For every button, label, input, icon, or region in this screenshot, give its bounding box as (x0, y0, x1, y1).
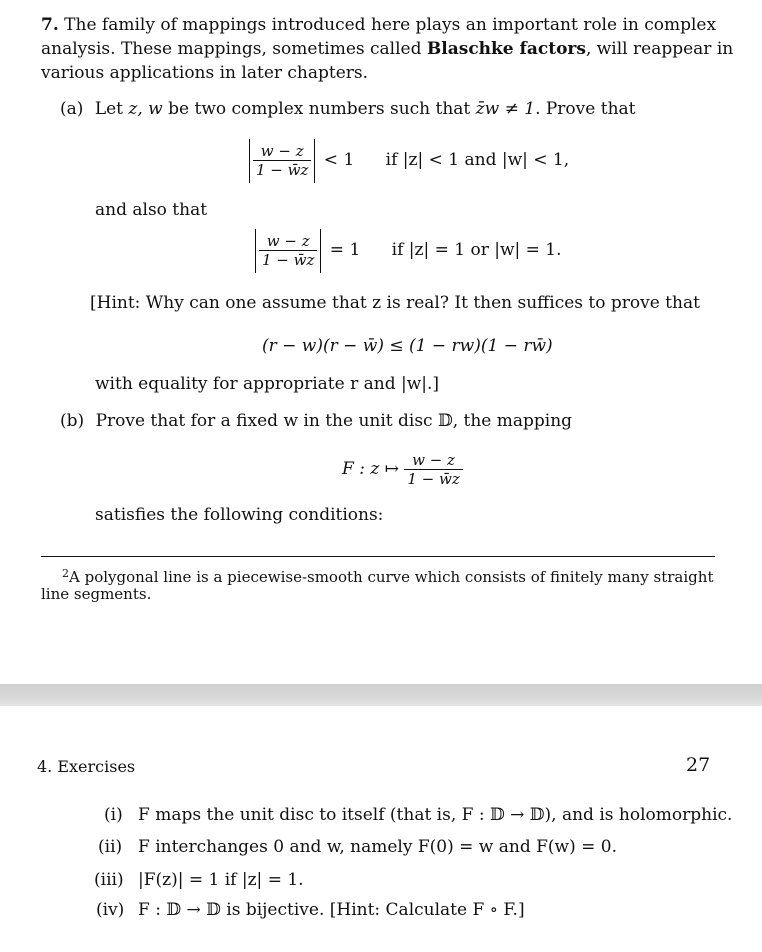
equation-1 (246, 136, 569, 184)
part-a-text-mid: be two complex numbers such that (168, 99, 471, 119)
abs-bar-right (314, 139, 315, 183)
part-b-statement (60, 410, 572, 432)
problem-number: 7. (41, 15, 59, 35)
satisfies-text: satisfies the following conditions: (95, 505, 384, 525)
hint-end: with equality for appropriate r and |w|.] (95, 374, 440, 394)
part-a-text-pre: Let (94, 99, 123, 119)
mapping-numerator: w − z (412, 451, 455, 469)
mapping-fraction (404, 451, 462, 488)
mapping-equation (342, 444, 463, 494)
also-text: and also that (95, 200, 208, 220)
part-a-statement (60, 98, 636, 120)
intro-text-1: The family of mappings introduced here plays an important role in complex (64, 15, 717, 35)
footnote-rule (41, 556, 715, 557)
mapping-denominator: 1 − w̄z (404, 469, 462, 488)
problem-intro-line1 (41, 14, 716, 36)
fraction-2 (259, 232, 317, 269)
condition-item-ii (98, 836, 617, 858)
fraction-1-numerator: w − z (260, 142, 304, 160)
fraction-2-denominator: 1 − w̄z (259, 250, 317, 269)
condition-item-iv (96, 899, 525, 921)
footnote-line1 (62, 564, 713, 587)
abs-bar-left (255, 229, 256, 273)
part-a-condition: z̄w ≠ 1 (475, 99, 536, 119)
fraction-1-denominator: 1 − w̄z (253, 160, 311, 179)
condition-text: F interchanges 0 and w, namely F(0) = w and F(w) = 0. (138, 837, 618, 857)
footnote-mark: 2 (62, 567, 69, 580)
equation-2-condition: if |z| = 1 or |w| = 1. (391, 240, 562, 260)
abs-bar-right (320, 229, 321, 273)
fraction-2-numerator: w − z (266, 232, 310, 250)
condition-label: (iii) (94, 870, 124, 890)
blaschke-factors-term: Blaschke factors (426, 39, 586, 59)
equation-2 (252, 226, 562, 274)
intro-text-3: various applications in later chapters. (41, 63, 369, 83)
equation-1-relation: < 1 (323, 150, 355, 170)
equation-2-relation: = 1 (329, 240, 361, 260)
part-a-label: (a) (60, 99, 84, 119)
condition-label: (i) (104, 805, 123, 825)
part-b-label: (b) (60, 411, 85, 431)
hint-line: [Hint: Why can one assume that z is real? It then suffices to prove that (90, 293, 700, 313)
condition-item-iii (94, 869, 304, 891)
footnote-text-1: A polygonal line is a piecewise-smooth curve which consists of finitely many straight (69, 568, 714, 586)
fraction-1 (253, 142, 311, 179)
page-separator (0, 684, 762, 706)
page-bottom (0, 706, 762, 952)
page-number: 27 (686, 754, 711, 776)
part-b-text: Prove that for a fixed w in the unit disc 𝔻, the mapping (95, 411, 573, 431)
condition-item-i (104, 804, 732, 826)
part-a-text-end: . Prove that (535, 99, 636, 119)
mapping-lhs: F : z ↦ (342, 459, 399, 479)
abs-bar-left (249, 139, 250, 183)
condition-text: F maps the unit disc to itself (that is, F : 𝔻 → 𝔻), and is holomorphic. (138, 805, 733, 825)
intro-text-2a: analysis. These mappings, sometimes called (41, 39, 422, 59)
footnote-line2: line segments. (41, 585, 152, 603)
condition-text: F : 𝔻 → 𝔻 is bijective. [Hint: Calculate F ∘ F.] (138, 900, 525, 920)
condition-text: |F(z)| = 1 if |z| = 1. (138, 870, 304, 890)
intro-text-2b: , will reappear in (585, 39, 734, 59)
running-header: 4. Exercises (37, 757, 136, 776)
hint-inequality-text: (r − w)(r − w̄) ≤ (1 − rw)(1 − rw̄) (262, 336, 553, 356)
part-a-vars: z, w (128, 99, 163, 119)
equation-1-condition: if |z| < 1 and |w| < 1, (385, 150, 570, 170)
condition-label: (ii) (98, 837, 123, 857)
problem-intro-line2 (41, 38, 733, 60)
hint-inequality (262, 335, 553, 357)
condition-label: (iv) (96, 900, 125, 920)
